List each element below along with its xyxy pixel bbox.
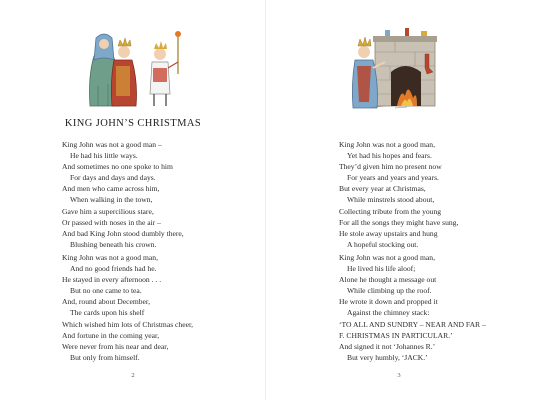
poem-line: And bad King John stood dumbly there, (62, 228, 184, 238)
poem-line: When walking in the town, (70, 195, 153, 205)
poem-line: But only from himself. (70, 352, 140, 362)
left-page (0, 0, 266, 400)
poem-line: King John was not a good man – (62, 140, 162, 149)
poem-line: Or passed with noses in the air – (62, 217, 161, 227)
poem-line: And fortune in the coming year, (62, 330, 160, 340)
illustration-king-by-fireplace (345, 22, 440, 110)
poem-line: And men who came across him, (62, 184, 160, 194)
poem-title: KING JOHN’S CHRISTMAS (64, 118, 202, 129)
poem-line: Against the chimney stack: (347, 308, 430, 318)
right-stanza-2 (339, 252, 486, 363)
poem-line: Were never from his near and dear, (62, 341, 169, 351)
poem-line: For all the songs they might have sung, (339, 217, 459, 227)
poem-line: A hopeful stocking out. (347, 239, 419, 249)
poem-line: And, round about December, (62, 297, 151, 307)
poem-line: For days and days and days. (70, 173, 156, 183)
poem-line: The cards upon his shelf (70, 308, 145, 318)
poem-line: Collecting tribute from the young (339, 206, 442, 216)
poem-line: F. CHRISTMAS IN PARTICULAR.’ (339, 330, 453, 340)
page-number-right: 3 (397, 372, 401, 379)
poem-line: Alone he thought a message out (339, 275, 437, 285)
poem-line: And signed it not ‘Johannes R.’ (339, 341, 436, 351)
illustration-king-and-companions (74, 16, 190, 110)
poem-line: While minstrels stood about, (347, 195, 435, 205)
page-number-left: 2 (131, 372, 135, 379)
poem-line: King John was not a good man, (339, 253, 435, 262)
left-stanza-1 (62, 139, 184, 250)
right-stanza-1 (339, 139, 458, 250)
poem-line: He lived his life aloof; (347, 264, 416, 274)
poem-line: But very humbly, ‘JACK.’ (347, 352, 428, 362)
poem-line: He wrote it down and propped it (339, 297, 438, 307)
poem-line: And sometimes no one spoke to him (62, 162, 173, 172)
poem-line: They’d given him no present now (339, 162, 442, 172)
right-page (266, 0, 532, 400)
poem-line: He stole away upstairs and hung (339, 228, 438, 238)
poem-line: King John was not a good man, (339, 140, 435, 149)
poem-line: King John was not a good man, (62, 253, 158, 262)
poem-line: But no one came to tea. (70, 286, 142, 296)
poem-line: Blushing beneath his crown. (70, 239, 157, 249)
poem-line: While climbing up the roof. (347, 286, 432, 296)
poem-line: For years and years and years. (347, 173, 439, 183)
poem-line: He had his little ways. (70, 151, 138, 161)
poem-line: But every year at Christmas, (339, 184, 426, 194)
poem-line: Which wished him lots of Christmas cheer, (62, 319, 194, 329)
poem-line: Yet had his hopes and fears. (347, 151, 432, 161)
poem-line: ‘TO ALL AND SUNDRY – NEAR AND FAR – (339, 319, 486, 329)
poem-line: He stayed in every afternoon . . . (62, 275, 162, 285)
left-stanza-2 (62, 252, 193, 363)
poem-line: Gave him a supercilious stare, (62, 206, 154, 216)
poem-line: And no good friends had he. (70, 264, 157, 274)
